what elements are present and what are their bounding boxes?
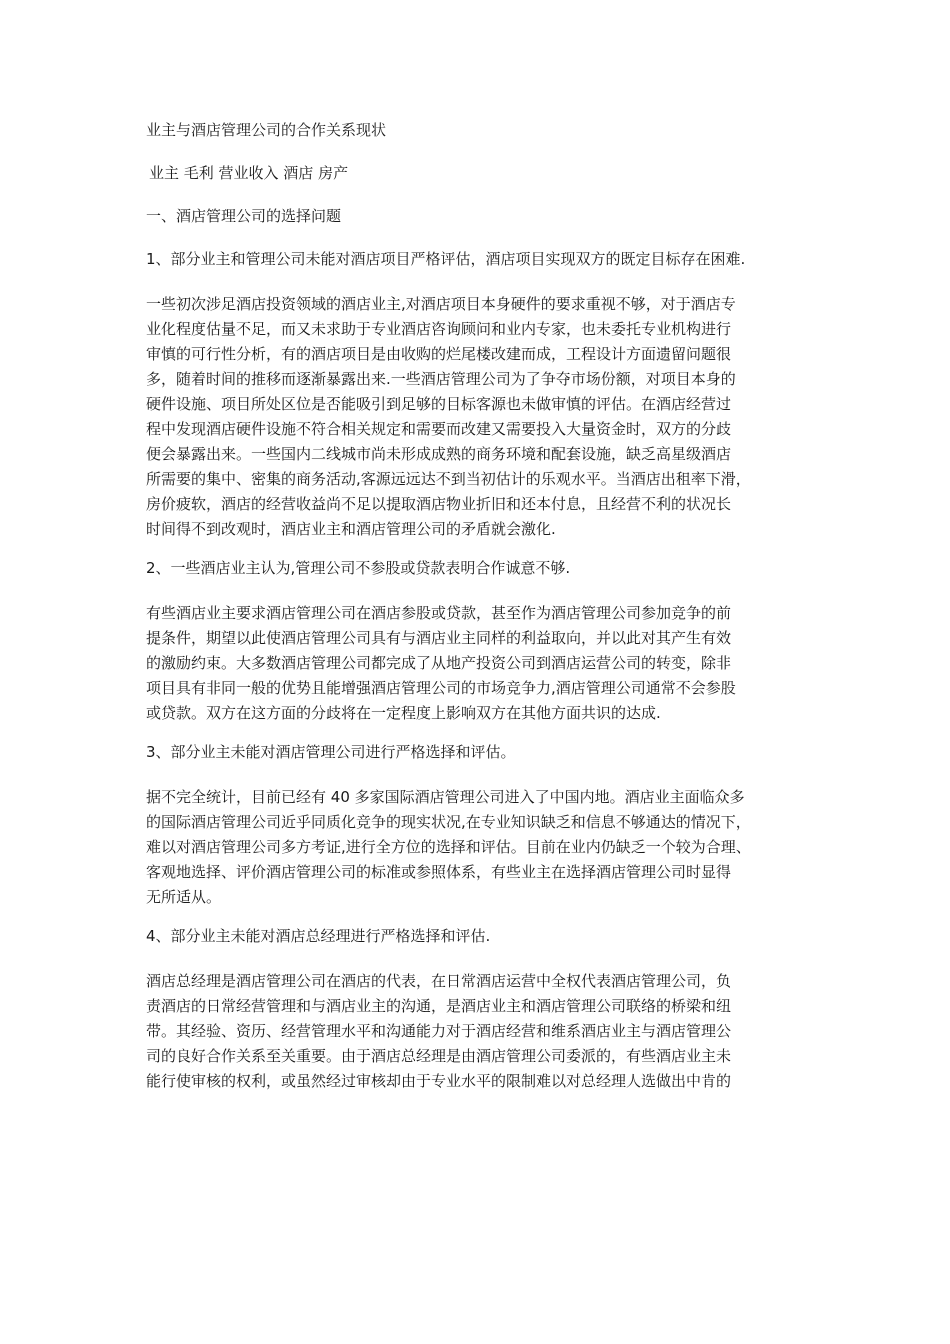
paragraph-line: 无所适从。 (146, 888, 222, 906)
paragraph-line: 房价疲软，酒店的经营收益尚不足以提取酒店物业折旧和还本付息，且经营不利的状况长 (146, 495, 732, 513)
item-3-heading: 3、部分业主未能对酒店管理公司进行严格选择和评估。 (146, 743, 516, 761)
paragraph-line: 多，随着时间的推移而逐渐暴露出来.一些酒店管理公司为了争夺市场份额，对项目本身的 (146, 370, 736, 388)
paragraph-line: 程中发现酒店硬件设施不符合相关规定和需要而改建又需要投入大量资金时，双方的分歧 (146, 420, 732, 438)
section-heading: 一、酒店管理公司的选择问题 (146, 207, 342, 225)
paragraph-line: 便会暴露出来。一些国内二线城市尚未形成成熟的商务环境和配套设施，缺乏高星级酒店 (146, 445, 732, 463)
paragraph-line: 硬件设施、项目所处区位是否能吸引到足够的目标客源也未做审慎的评估。在酒店经营过 (146, 395, 732, 413)
paragraph-line: 时间得不到改观时，酒店业主和酒店管理公司的矛盾就会激化. (146, 520, 556, 538)
document-page (146, 120, 806, 1110)
paragraph-line: 难以对酒店管理公司多方考证,进行全方位的选择和评估。目前在业内仍缺乏一个较为合理、 (146, 838, 751, 856)
paragraph-line: 带。其经验、资历、经营管理水平和沟通能力对于酒店经营和维系酒店业主与酒店管理公 (146, 1022, 732, 1040)
item-1-heading: 1、部分业主和管理公司未能对酒店项目严格评估，酒店项目实现双方的既定目标存在困难. (146, 250, 746, 268)
item-2-paragraph (146, 601, 806, 726)
paragraph-line: 的激励约束。大多数酒店管理公司都完成了从地产投资公司到酒店运营公司的转变，除非 (146, 654, 732, 672)
paragraph-line: 一些初次涉足酒店投资领域的酒店业主,对酒店项目本身硬件的要求重视不够，对于酒店专 (146, 295, 736, 313)
paragraph-line: 业化程度估量不足，而又未求助于专业酒店咨询顾问和业内专家，也未委托专业机构进行 (146, 320, 732, 338)
paragraph-line: 客观地选择、评价酒店管理公司的标准或参照体系，有些业主在选择酒店管理公司时显得 (146, 863, 732, 881)
item-4-heading: 4、部分业主未能对酒店总经理进行严格选择和评估. (146, 927, 491, 945)
item-2-heading: 2、一些酒店业主认为,管理公司不参股或贷款表明合作诚意不够. (146, 559, 571, 577)
paragraph-line: 据不完全统计，目前已经有 40 多家国际酒店管理公司进入了中国内地。酒店业主面临众多 (146, 788, 745, 806)
paragraph-line: 所需要的集中、密集的商务活动,客源远远达不到当初估计的乐观水平。当酒店出租率下滑， (146, 470, 751, 488)
paragraph-line: 有些酒店业主要求酒店管理公司在酒店参股或贷款，甚至作为酒店管理公司参加竞争的前 (146, 604, 732, 622)
keywords: 业主 毛利 营业收入 酒店 房产 (149, 164, 349, 182)
paragraph-line: 的国际酒店管理公司近乎同质化竞争的现实状况,在专业知识缺乏和信息不够通达的情况下， (146, 813, 751, 831)
paragraph-line: 司的良好合作关系至关重要。由于酒店总经理是由酒店管理公司委派的，有些酒店业主未 (146, 1047, 732, 1065)
paragraph-line: 能行使审核的权利，或虽然经过审核却由于专业水平的限制难以对总经理人选做出中肯的 (146, 1072, 732, 1090)
item-4-paragraph (146, 969, 806, 1094)
paragraph-line: 责酒店的日常经营管理和与酒店业主的沟通，是酒店业主和酒店管理公司联络的桥梁和纽 (146, 997, 732, 1015)
paragraph-line: 提条件，期望以此使酒店管理公司具有与酒店业主同样的利益取向，并以此对其产生有效 (146, 629, 732, 647)
item-3-paragraph (146, 785, 806, 910)
item-1-paragraph (146, 292, 806, 542)
paragraph-line: 审慎的可行性分析，有的酒店项目是由收购的烂尾楼改建而成，工程设计方面遗留问题很 (146, 345, 732, 363)
document-title: 业主与酒店管理公司的合作关系现状 (146, 121, 387, 139)
paragraph-line: 项目具有非同一般的优势且能增强酒店管理公司的市场竞争力,酒店管理公司通常不会参股 (146, 679, 736, 697)
paragraph-line: 或贷款。双方在这方面的分歧将在一定程度上影响双方在其他方面共识的达成. (146, 704, 661, 722)
paragraph-line: 酒店总经理是酒店管理公司在酒店的代表，在日常酒店运营中全权代表酒店管理公司，负 (146, 972, 732, 990)
